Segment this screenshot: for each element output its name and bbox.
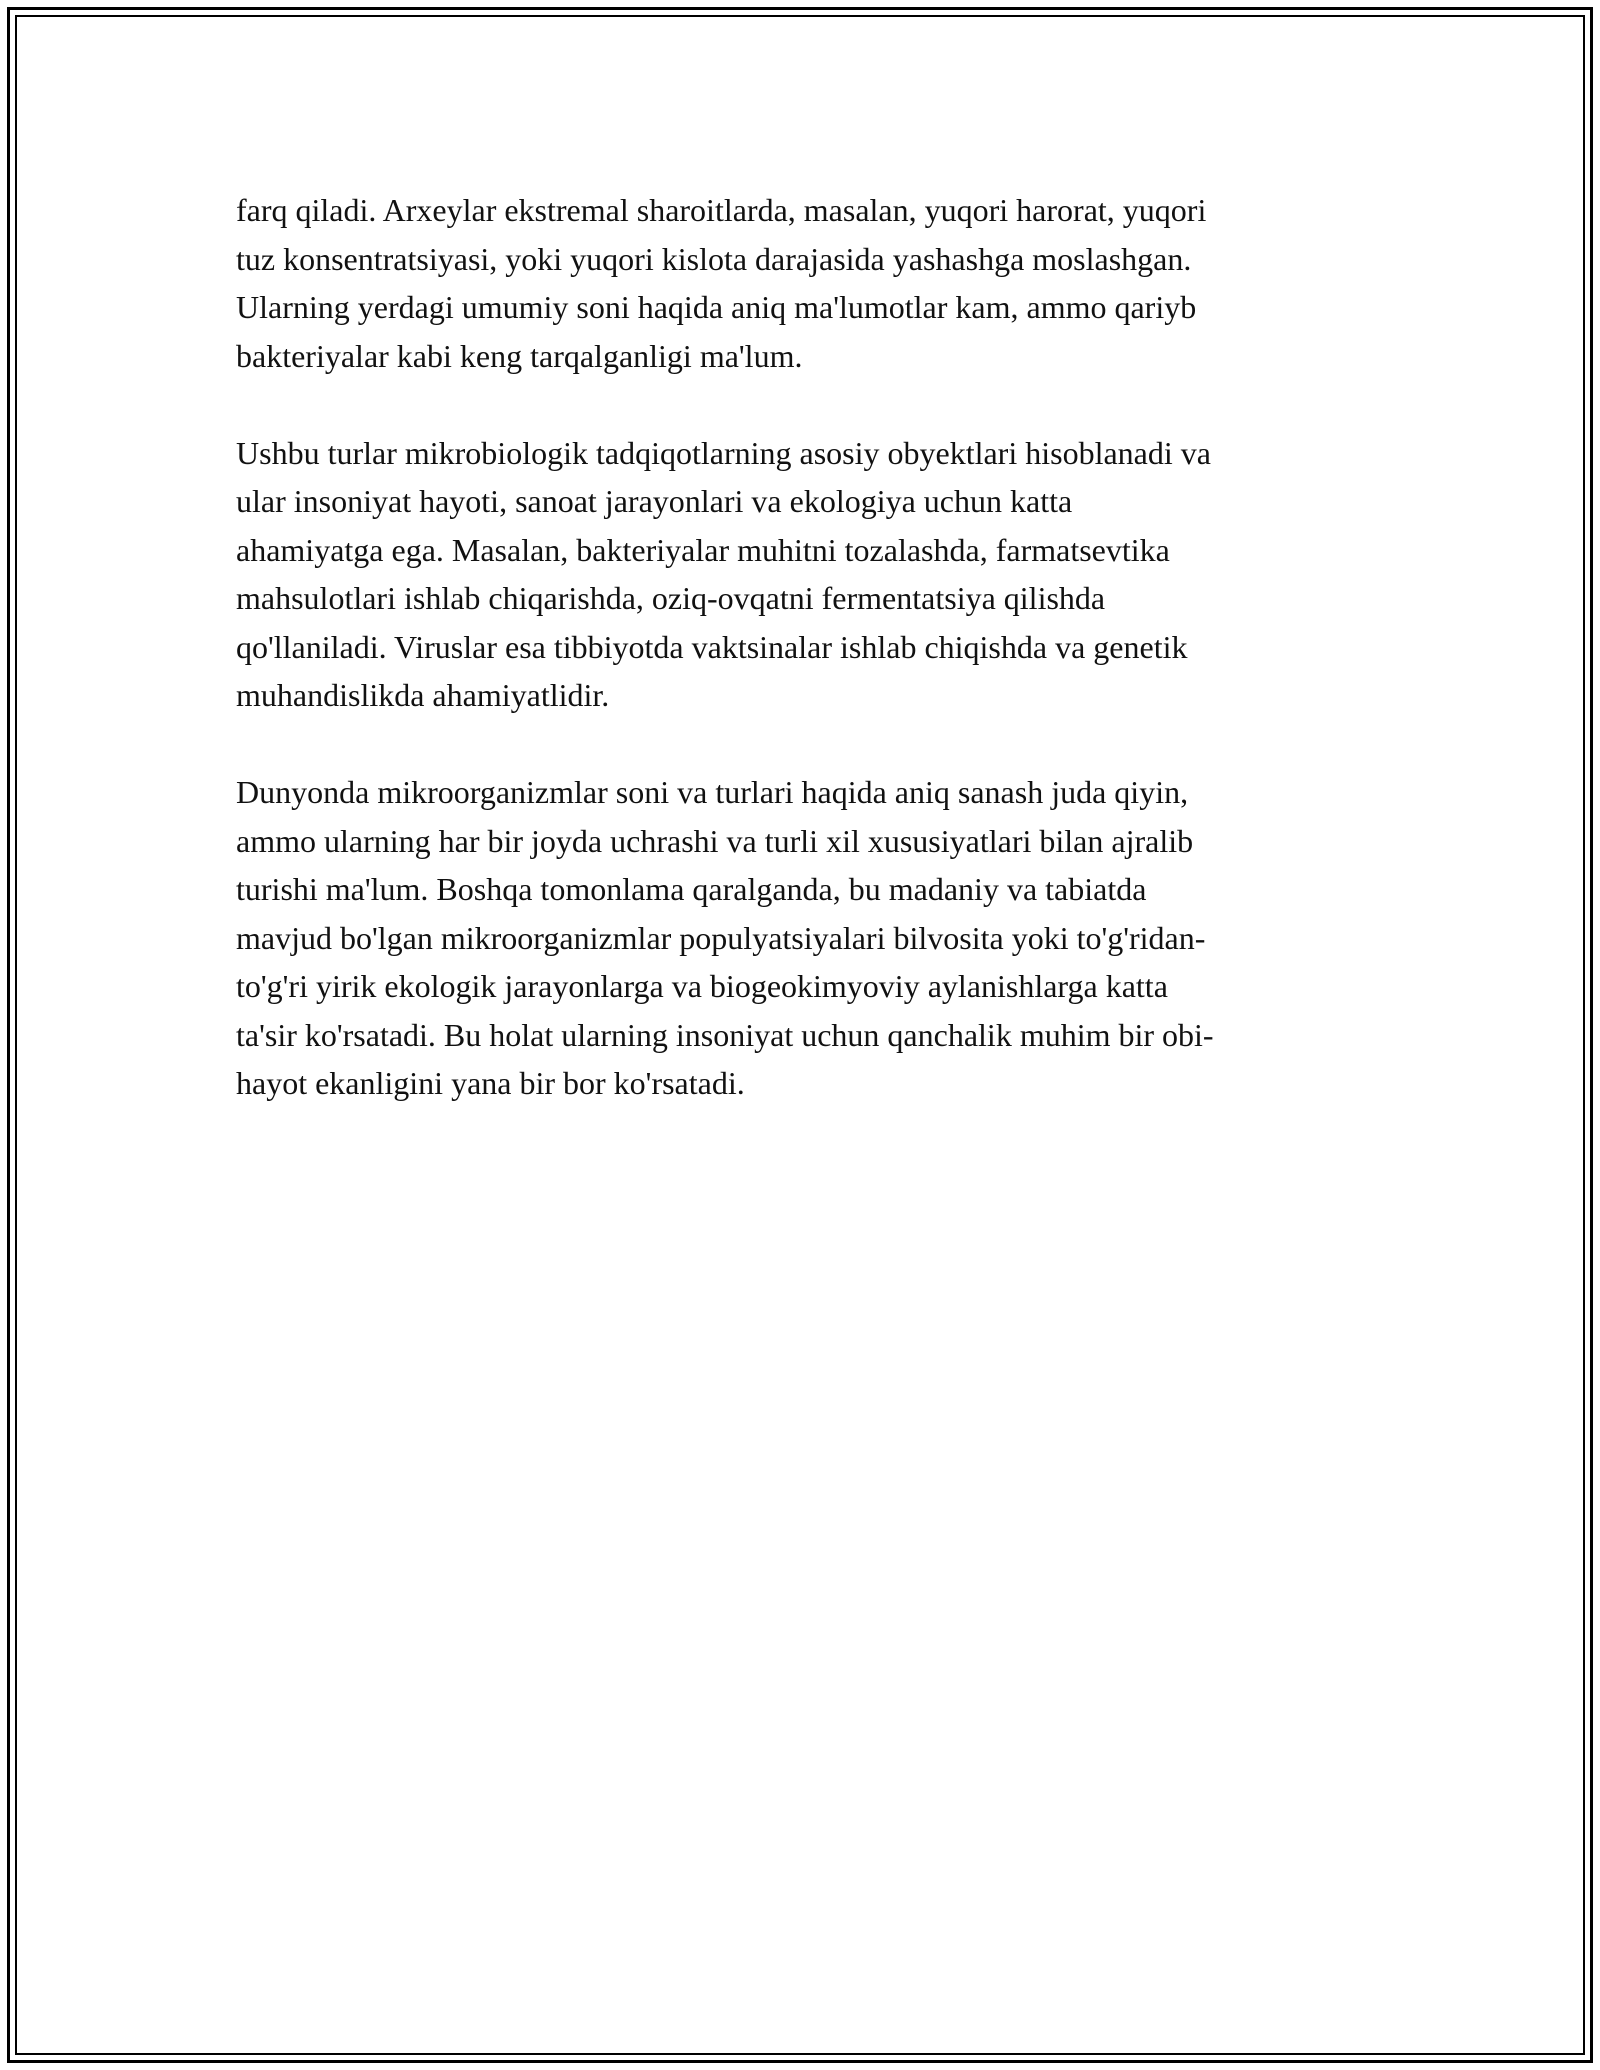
text-line: mavjud bo'lgan mikroorganizmlar populyatsiyalari bilvosita yoki to'g'ridan- — [236, 919, 1206, 956]
text-line: ahamiyatga ega. Masalan, bakteriyalar muhitni tozalashda, farmatsevtika — [236, 531, 1170, 568]
text-line: turishi ma'lum. Boshqa tomonlama qaralganda, bu madaniy va tabiatda — [236, 871, 1147, 907]
text-line: bakteriyalar kabi keng tarqalganligi ma'lum. — [236, 337, 803, 374]
text-line: ular insoniyat hayoti, sanoat jarayonlari va ekologiya uchun katta — [236, 483, 1073, 519]
text-line: ammo ularning har bir joyda uchrashi va turli xil xususiyatlari bilan ajralib — [236, 822, 1194, 859]
text-line: qo'llaniladi. Viruslar esa tibbiyotda vaktsinalar ishlab chiqishda va genetik — [236, 628, 1188, 665]
document-body — [236, 186, 1366, 1156]
paragraph-archaea — [236, 186, 1366, 380]
text-line: ta'sir ko'rsatadi. Bu holat ularning insoniyat uchun qanchalik muhim bir obi- — [236, 1016, 1214, 1053]
text-line: Ushbu turlar mikrobiologik tadqiqotlarning asosiy obyektlari hisoblanadi va — [236, 434, 1211, 471]
text-line: to'g'ri yirik ekologik jarayonlarga va biogeokimyoviy aylanishlarga katta — [236, 968, 1168, 1004]
text-line: muhandislikda ahamiyatlidir. — [236, 677, 610, 713]
paragraph-importance — [236, 429, 1366, 720]
text-line: mahsulotlari ishlab chiqarishda, oziq-ovqatni fermentatsiya qilishda — [236, 580, 1106, 616]
text-line: Ularning yerdagi umumiy soni haqida aniq ma'lumotlar kam, ammo qariyb — [236, 289, 1197, 325]
text-line: hayot ekanligini yana bir bor ko'rsatadi. — [236, 1065, 745, 1101]
paragraph-world-microorganisms — [236, 768, 1366, 1108]
text-line: tuz konsentratsiyasi, yoki yuqori kislota darajasida yashashga moslashgan. — [236, 240, 1192, 277]
text-line: farq qiladi. Arxeylar ekstremal sharoitlarda, masalan, yuqori harorat, yuqori — [236, 192, 1207, 228]
text-line: Dunyonda mikroorganizmlar soni va turlari haqida aniq sanash juda qiyin, — [236, 774, 1189, 810]
